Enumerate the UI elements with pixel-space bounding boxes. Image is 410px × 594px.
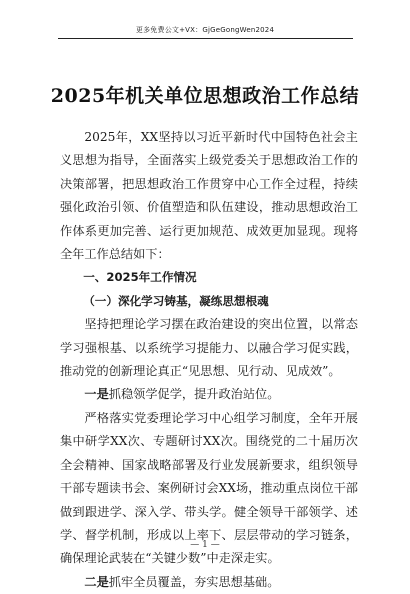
point-two-heading — [60, 571, 358, 594]
document-body — [60, 126, 358, 594]
section-heading: 一、2025年工作情况 — [83, 270, 197, 285]
subsection-paragraph: 坚持把理论学习摆在政治建设的突出位置，以常态学习强根基、以系统学习提能力、以融合学习促实践，推动党的创新理论真正“见思想、见行动、见成效”。 — [60, 317, 358, 379]
intro-paragraph: 2025年，XX坚持以习近平新时代中国特色社会主义思想为指导，全面落实上级党委关于思想政治工作的决策部署，把思想政治工作贯穿中心工作全过程，持续强化政治引领、价值塑造和队伍建设，推动思想政治工作体系更加完善、运行更加规范、成效更加显现。现将全年工作总结如下： — [60, 130, 358, 262]
point-one-title: 抓稳领学促学，提升政治站位。 — [108, 387, 280, 402]
page-number: — 1 — — [190, 540, 220, 550]
point-two-lead: 二是 — [84, 574, 109, 589]
header-divider — [58, 38, 353, 39]
subsection-heading: （一）深化学习铸基，凝练思想根魂 — [83, 293, 269, 308]
header-note: 更多免费公文+VX：GjGeGongWen2024 — [135, 26, 275, 34]
point-one-heading — [60, 383, 358, 406]
document-title: 2025年机关单位思想政治工作总结 — [50, 85, 360, 107]
point-one-paragraph: 严格落实党委理论学习中心组学习制度，全年开展集中研学XX次、专题研讨XX次。围绕党的二十届历次全会精神、国家战略部署及行业发展新要求，组织领导干部专题读书会、案例研讨会XX场，推动重点岗位干部做到跟进学、深入学、带头学。健全领导干部领学、述学、督学机制，形成以上率下、层层带动的学习链条，确保理论武装在“关键少数”中走深走实。 — [60, 410, 358, 566]
point-two-title: 抓牢全员覆盖，夯实思想基础。 — [108, 574, 280, 589]
point-one-lead: 一是 — [84, 387, 109, 402]
